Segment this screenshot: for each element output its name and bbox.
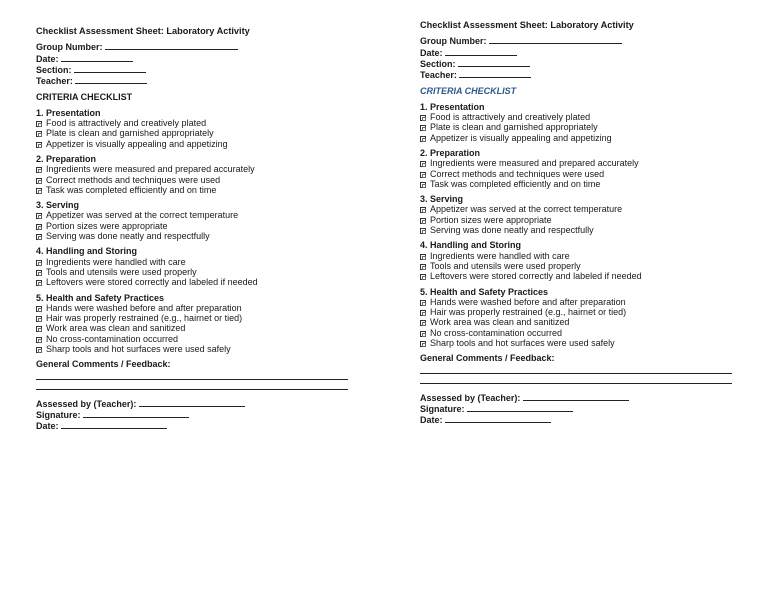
group-number-label: Group Number: [36,42,103,53]
section-handling-storing [36,246,356,287]
checkbox-icon[interactable] [36,347,42,353]
teacher-label: Teacher: [36,76,73,87]
checklist-sheet-right [420,20,740,426]
checkbox-icon[interactable] [420,218,426,224]
checklist-item[interactable] [36,231,356,241]
section-title: 2. Preparation [420,147,481,158]
criteria-heading: CRITERIA CHECKLIST [420,86,517,97]
item-text: Food is attractively and creatively plated [46,118,207,129]
checkbox-icon[interactable] [36,260,42,266]
item-text: No cross-contamination occurred [46,333,179,344]
item-text: Ingredients were handled with care [46,256,186,267]
checkbox-icon[interactable] [36,280,42,286]
section-field[interactable] [420,58,740,69]
checkbox-icon[interactable] [420,161,426,167]
group-number-field[interactable] [420,35,740,46]
checkbox-icon[interactable] [420,254,426,260]
checkbox-icon[interactable] [420,182,426,188]
checkbox-icon[interactable] [420,264,426,270]
assessed-by-field[interactable] [420,392,740,403]
checklist-sheet-left [36,26,356,432]
section-serving [420,194,740,235]
section-health-safety [420,287,740,349]
item-text: Ingredients were handled with care [430,250,570,261]
date-field[interactable] [36,53,356,64]
checklist-item[interactable] [36,313,356,323]
checkbox-icon[interactable] [36,306,42,312]
item-text: Sharp tools and hot surfaces were used safely [430,338,615,349]
section-label: Section: [36,64,72,75]
item-text: Appetizer was served at the correct temperature [46,210,239,221]
item-text: Food is attractively and creatively plated [430,112,591,123]
checklist-item[interactable] [420,317,740,327]
checkbox-icon[interactable] [420,125,426,131]
comments-line[interactable] [36,380,348,390]
checkbox-icon[interactable] [36,142,42,148]
checklist-item[interactable] [420,307,740,317]
section-preparation [36,154,356,195]
checklist-item[interactable] [420,215,740,225]
checkbox-icon[interactable] [420,115,426,121]
checkbox-icon[interactable] [36,188,42,194]
assessment-date-line[interactable] [61,420,167,429]
item-text: Portion sizes were appropriate [46,220,168,231]
item-text: Sharp tools and hot surfaces were used safely [46,344,231,355]
checkbox-icon[interactable] [420,300,426,306]
assessed-by-line[interactable] [139,398,245,407]
date-field[interactable] [420,47,740,58]
item-text: Hair was properly restrained (e.g., hairnet or tied) [430,307,627,318]
item-text: Correct methods and techniques were used [430,168,605,179]
checkbox-icon[interactable] [420,172,426,178]
signature-label: Signature: [420,403,465,414]
checkbox-icon[interactable] [36,213,42,219]
section-label: Section: [420,58,456,69]
checklist-item[interactable] [420,179,740,189]
item-text: Ingredients were measured and prepared accurately [430,158,639,169]
section-presentation [420,102,740,143]
item-text: Tools and utensils were used properly [430,260,581,271]
section-line[interactable] [74,64,146,73]
checkbox-icon[interactable] [36,326,42,332]
comments-label: General Comments / Feedback: [36,359,171,370]
signature-label: Signature: [36,409,81,420]
checkbox-icon[interactable] [420,228,426,234]
checkbox-icon[interactable] [36,337,42,343]
section-handling-storing [420,240,740,281]
checkbox-icon[interactable] [36,316,42,322]
checkbox-icon[interactable] [36,224,42,230]
item-text: Work area was clean and sanitized [46,323,186,334]
checklist-item[interactable] [36,128,356,138]
comments-line[interactable] [36,370,348,380]
group-number-line[interactable] [105,41,238,50]
checklist-item[interactable] [420,261,740,271]
date-line[interactable] [61,53,133,62]
checklist-item[interactable] [36,210,356,220]
assessment-date-field[interactable] [420,414,740,425]
item-text: Ingredients were measured and prepared accurately [46,164,255,175]
section-preparation [420,148,740,189]
checklist-item[interactable] [420,225,740,235]
checklist-item[interactable] [420,338,740,348]
checklist-item[interactable] [420,297,740,307]
assessment-date-field[interactable] [36,420,356,431]
checkbox-icon[interactable] [420,331,426,337]
item-text: Hair was properly restrained (e.g., hairnet or tied) [46,313,243,324]
section-serving [36,200,356,241]
checklist-item[interactable] [36,303,356,313]
teacher-field[interactable] [420,69,740,80]
item-text: Leftovers were stored correctly and labeled if needed [46,277,258,288]
section-health-safety [36,293,356,355]
checklist-item[interactable] [420,112,740,122]
assessed-by-line[interactable] [523,392,629,401]
item-text: Leftovers were stored correctly and labeled if needed [430,271,642,282]
item-text: Appetizer is visually appealing and appetizing [46,138,228,149]
section-title: 4. Handling and Storing [36,246,137,257]
date-label: Date: [36,53,59,64]
teacher-line[interactable] [459,69,531,78]
group-number-line[interactable] [489,35,622,44]
assessment-date-line[interactable] [445,414,551,423]
section-title: 5. Health and Safety Practices [36,292,165,303]
checklist-item[interactable] [420,271,740,281]
assessed-by-label: Assessed by (Teacher): [420,392,521,403]
assessment-date-label: Date: [36,421,59,432]
signature-line[interactable] [467,403,573,412]
criteria-heading: CRITERIA CHECKLIST [36,92,133,103]
checklist-item[interactable] [36,164,356,174]
date-label: Date: [420,47,443,58]
section-line[interactable] [458,58,530,67]
section-title: 5. Health and Safety Practices [420,286,549,297]
item-text: Tools and utensils were used properly [46,266,197,277]
checkbox-icon[interactable] [36,234,42,240]
checklist-item[interactable] [420,204,740,214]
section-title: 3. Serving [420,194,464,205]
checklist-item[interactable] [36,175,356,185]
checkbox-icon[interactable] [36,270,42,276]
checklist-item[interactable] [420,251,740,261]
signature-line[interactable] [83,409,189,418]
teacher-line[interactable] [75,75,147,84]
checkbox-icon[interactable] [36,167,42,173]
checkbox-icon[interactable] [420,274,426,280]
section-presentation [36,108,356,149]
comments-line[interactable] [420,364,732,374]
checkbox-icon[interactable] [420,136,426,142]
item-text: Work area was clean and sanitized [430,317,570,328]
section-field[interactable] [36,64,356,75]
section-title: 1. Presentation [36,107,101,118]
section-title: 1. Presentation [420,101,485,112]
checklist-item[interactable] [36,277,356,287]
teacher-label: Teacher: [420,70,457,81]
checklist-item[interactable] [36,344,356,354]
section-title: 3. Serving [36,200,80,211]
comments-label: General Comments / Feedback: [420,353,555,364]
checklist-item[interactable] [420,133,740,143]
checkbox-icon[interactable] [420,207,426,213]
checklist-item[interactable] [36,334,356,344]
checklist-item[interactable] [36,118,356,128]
checklist-item[interactable] [420,122,740,132]
checkbox-icon[interactable] [420,310,426,316]
checklist-item[interactable] [420,158,740,168]
item-text: Hands were washed before and after preparation [430,296,626,307]
checklist-item[interactable] [36,257,356,267]
checkbox-icon[interactable] [36,131,42,137]
item-text: Portion sizes were appropriate [430,214,552,225]
checkbox-icon[interactable] [36,178,42,184]
item-text: Task was completed efficiently and on time [430,178,601,189]
checklist-item[interactable] [36,323,356,333]
assessed-by-label: Assessed by (Teacher): [36,398,137,409]
sheet-title: Checklist Assessment Sheet: Laboratory Activity [420,20,634,30]
checklist-item[interactable] [420,328,740,338]
item-text: Task was completed efficiently and on time [46,184,217,195]
signature-field[interactable] [420,403,740,414]
teacher-field[interactable] [36,75,356,86]
checklist-item[interactable] [36,139,356,149]
checklist-item[interactable] [36,267,356,277]
item-text: Hands were washed before and after preparation [46,302,242,313]
sheet-title: Checklist Assessment Sheet: Laboratory Activity [36,26,250,36]
checkbox-icon[interactable] [420,341,426,347]
checklist-item[interactable] [36,185,356,195]
item-text: Plate is clean and garnished appropriately [46,128,214,139]
item-text: Plate is clean and garnished appropriately [430,122,598,133]
assessment-date-label: Date: [420,415,443,426]
item-text: Serving was done neatly and respectfully [430,225,594,236]
section-title: 2. Preparation [36,153,97,164]
group-number-field[interactable] [36,41,356,52]
item-text: Correct methods and techniques were used [46,174,221,185]
group-number-label: Group Number: [420,36,487,47]
signature-field[interactable] [36,409,356,420]
checklist-item[interactable] [420,169,740,179]
checkbox-icon[interactable] [420,320,426,326]
item-text: Serving was done neatly and respectfully [46,231,210,242]
checklist-item[interactable] [36,221,356,231]
date-line[interactable] [445,47,517,56]
assessed-by-field[interactable] [36,398,356,409]
item-text: Appetizer was served at the correct temperature [430,204,623,215]
item-text: No cross-contamination occurred [430,327,563,338]
checkbox-icon[interactable] [36,121,42,127]
comments-line[interactable] [420,374,732,384]
section-title: 4. Handling and Storing [420,240,521,251]
item-text: Appetizer is visually appealing and appetizing [430,132,612,143]
